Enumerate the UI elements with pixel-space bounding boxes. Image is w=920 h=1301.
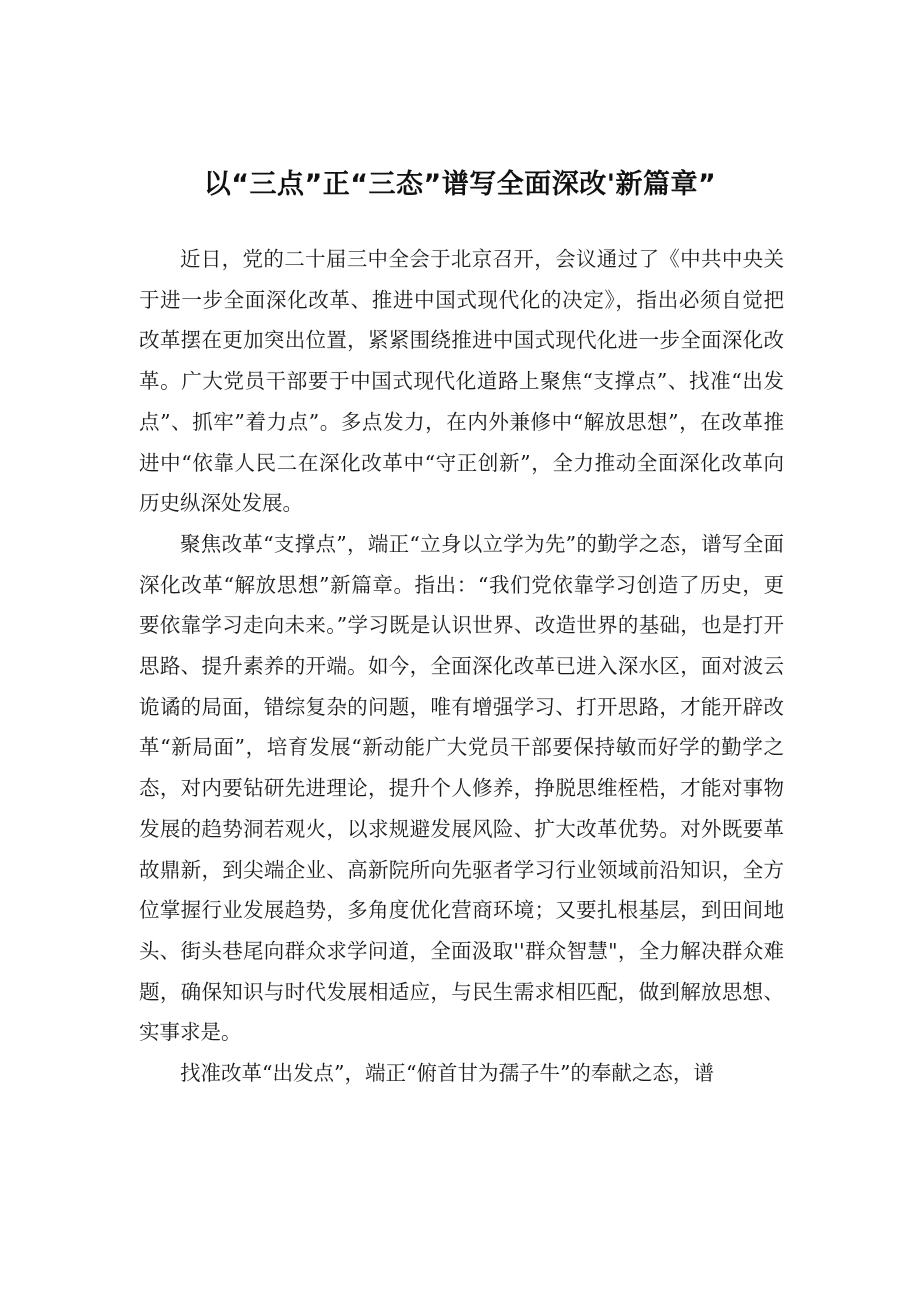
document-title: 以“三点”正“三态”谱写全面深改'新篇章” <box>203 169 717 200</box>
paragraph-2: 聚焦改革“支撑点”，端正“立身以立学为先”的勤学之态，谱写全面深化改革“解放思想”新篇章。指出：“我们党依靠学习创造了历史，更要依靠学习走向未来。”学习既是认识世界、改造世界的基础，也是打开思路、提升素养的开端。如今，全面深化改革已进入深水区，面对波云诡谲的局面，错综复杂的问题，唯有增强学习、打开思路，才能开辟改革“新局面”，培育发展“新动能广大党员干部要保持敏而好学的勤学之态，对内要钻研先进理论，提升个人修养，挣脱思维桎梏，才能对事物发展的趋势洞若观火，以求规避发展风险、扩大改革优势。对外既要革故鼎新，到尖端企业、高新院所向先驱者学习行业领域前沿知识，全方位掌握行业发展趋势，多角度优化营商环境；又要扎根基层，到田间地头、街头巷尾向群众求学问道，全面汲取''群众智慧"，全力解决群众难题，确保知识与时代发展相适应，与民生需求相匹配，做到解放思想、实事求是。 <box>139 531 784 1045</box>
document-body <box>139 239 784 1094</box>
paragraph-3: 找准改革“出发点”，端正“俯首甘为孺子牛”的奉献之态，谱 <box>180 1061 714 1086</box>
paragraph-1: 近日，党的二十届三中全会于北京召开，会议通过了《中共中央关于进一步全面深化改革、推进中国式现代化的决定》，指出必须自觉把改革摆在更加突出位置，紧紧围绕推进中国式现代化进一步全面深化改革。广大党员干部要于中国式现代化道路上聚焦“支撑点”、找准“出发点”、抓牢”着力点”。多点发力，在内外兼修中“解放思想”，在改革推进中“依靠人民二在深化改革中“守正创新”，全力推动全面深化改革向历史纵深处发展。 <box>139 247 784 516</box>
